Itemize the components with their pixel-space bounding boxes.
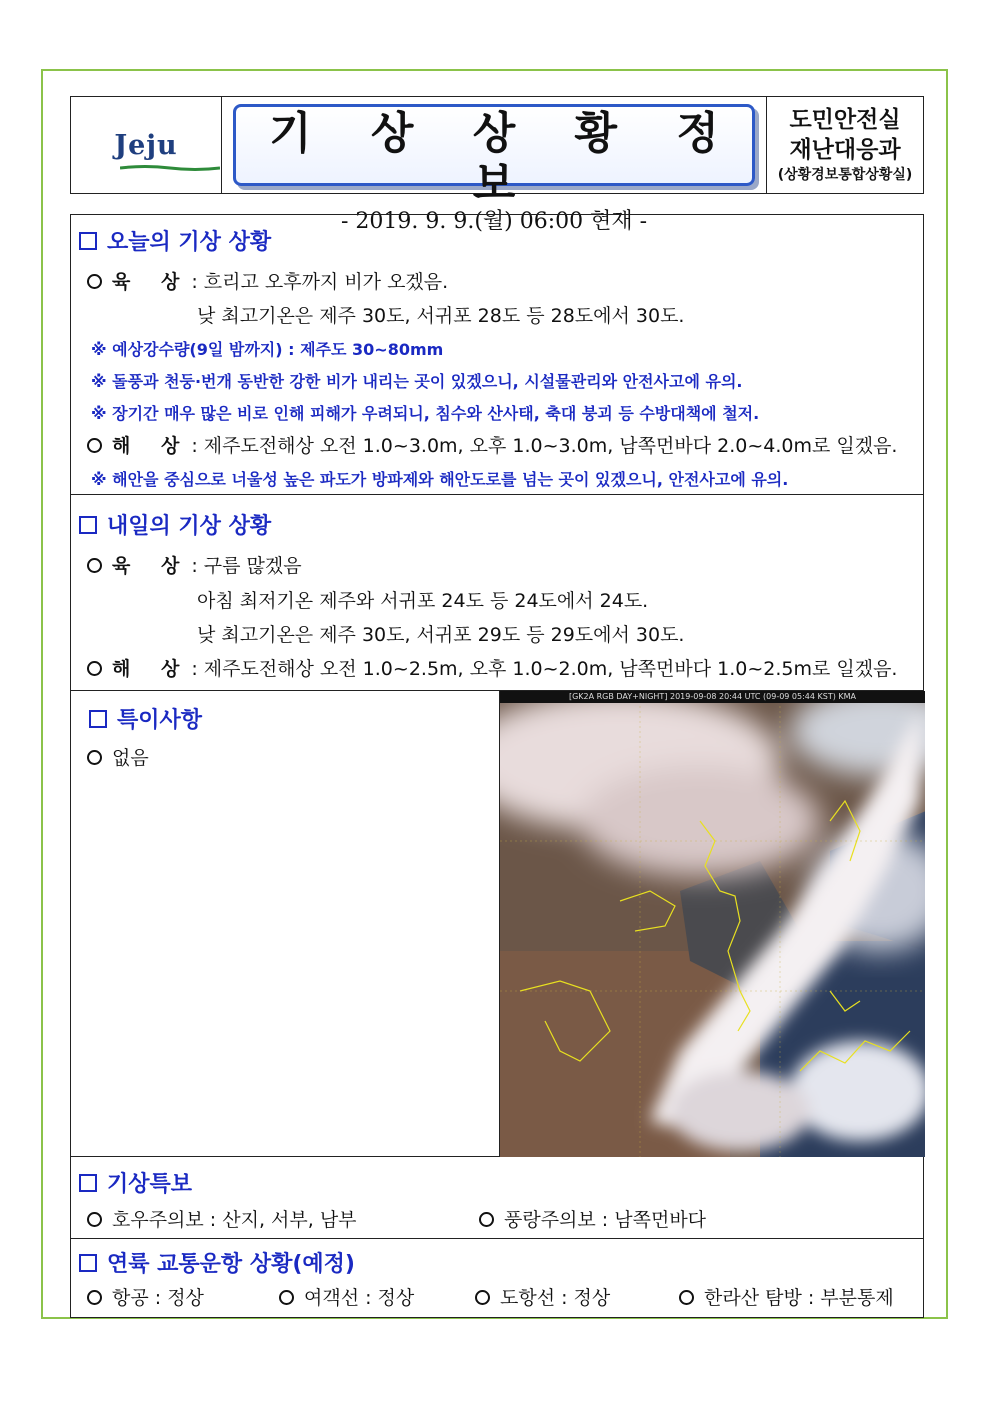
today-sea-text: : 제주도전해상 오전 1.0~3.0m, 오후 1.0~3.0m, 남쪽먼바다 2.0~4.0m로 일겠음. — [191, 435, 898, 457]
transport-island-ferry — [475, 1283, 610, 1310]
circle-bullet-icon — [87, 274, 102, 289]
checkbox-square-icon — [79, 1174, 97, 1192]
circle-bullet-icon — [679, 1290, 694, 1305]
transport-ferry — [279, 1283, 414, 1310]
page-title: 기 상 상 황 정 보 — [269, 108, 741, 209]
transport-air — [87, 1283, 204, 1310]
today-land-text: : 흐리고 오후까지 비가 오겠음. — [191, 271, 449, 293]
tomorrow-sea-line — [87, 654, 897, 681]
satellite-image — [499, 691, 925, 1157]
section-title-text: 오늘의 기상 상황 — [107, 230, 272, 255]
today-land-line — [87, 267, 448, 294]
dept-line2: 재난대응과 — [789, 137, 901, 163]
today-note-waves: ※ 해안을 중심으로 너울성 높은 파도가 방파제와 해안도로를 넘는 곳이 있겠으니, 안전사고에 유의. — [91, 470, 789, 489]
today-note-flood: ※ 장기간 매우 많은 비로 인해 피해가 우려되니, 침수와 산사태, 축대 붕괴 등 수방대책에 철저. — [91, 404, 760, 423]
section-transport — [71, 1239, 923, 1319]
section-today — [71, 215, 923, 495]
section-title-today — [79, 225, 271, 256]
main-content — [70, 214, 924, 1318]
circle-bullet-icon — [87, 1290, 102, 1305]
dept-line1: 도민안전실 — [789, 107, 901, 133]
jeju-logo — [114, 130, 177, 161]
title-cell — [222, 97, 767, 234]
section-title-text: 특이사항 — [117, 708, 203, 733]
section-title-text: 내일의 기상 상황 — [107, 514, 272, 539]
circle-bullet-icon — [475, 1290, 490, 1305]
transport-ferry-text: 여객선 : 정상 — [304, 1287, 415, 1309]
circle-bullet-icon — [87, 661, 102, 676]
transport-hallasan — [679, 1283, 894, 1310]
checkbox-square-icon — [79, 232, 97, 250]
logo-cell — [71, 97, 222, 193]
circle-bullet-icon — [87, 1212, 102, 1227]
section-tomorrow — [71, 495, 923, 691]
section-warnings — [71, 1157, 923, 1239]
special-item — [87, 743, 149, 770]
checkbox-square-icon — [89, 710, 107, 728]
land-label: 육 상 — [112, 555, 192, 577]
section-title-text: 연륙 교통운항 상황(예정) — [107, 1252, 355, 1277]
sea-label: 해 상 — [112, 658, 192, 680]
transport-island-ferry-text: 도항선 : 정상 — [500, 1287, 611, 1309]
checkbox-square-icon — [79, 516, 97, 534]
tomorrow-land-max: 낮 최고기온은 제주 30도, 서귀포 29도 등 29도에서 30도. — [197, 624, 685, 646]
logo-text: Jeju — [114, 129, 178, 161]
today-sea-line — [87, 431, 897, 458]
dept-line3: (상황경보통합상황실) — [777, 167, 913, 183]
land-label: 육 상 — [112, 271, 192, 293]
sea-label: 해 상 — [112, 435, 192, 457]
warning-wind-wave — [479, 1205, 706, 1232]
satellite-caption: [GK2A RGB DAY+NIGHT] 2019-09-08 20:44 UTC (09-09 05:44 KST) KMA — [500, 691, 925, 703]
circle-bullet-icon — [87, 558, 102, 573]
circle-bullet-icon — [87, 750, 102, 765]
checkbox-square-icon — [79, 1254, 97, 1272]
warning-wind-wave-text: 풍랑주의보 : 남쪽먼바다 — [504, 1209, 707, 1231]
circle-bullet-icon — [479, 1212, 494, 1227]
section-title-transport — [79, 1247, 355, 1278]
warning-heavy-rain-text: 호우주의보 : 산지, 서부, 남부 — [112, 1209, 357, 1231]
today-land-temp: 낮 최고기온은 제주 30도, 서귀포 28도 등 28도에서 30도. — [197, 305, 685, 327]
tomorrow-land-text: : 구름 많겠음 — [191, 555, 302, 577]
page-date: - 2019. 9. 9.(월) 06:00 현재 - — [340, 209, 648, 234]
circle-bullet-icon — [87, 438, 102, 453]
tomorrow-land-min: 아침 최저기온 제주와 서귀포 24도 등 24도에서 24도. — [197, 590, 649, 612]
logo-wave-icon — [120, 165, 220, 171]
section-title-tomorrow — [79, 509, 271, 540]
special-item-text: 없음 — [112, 747, 149, 769]
circle-bullet-icon — [279, 1290, 294, 1305]
warning-heavy-rain — [87, 1205, 357, 1232]
department-cell — [767, 97, 923, 193]
today-note-gust: ※ 돌풍과 천둥·번개 동반한 강한 비가 내리는 곳이 있겠으니, 시설물관리와 안전사고에 유의. — [91, 372, 743, 391]
satellite-map-icon — [500, 691, 925, 1157]
today-note-rainfall: ※ 예상강수량(9일 밤까지) : 제주도 30~80mm — [91, 340, 444, 359]
section-title-warnings — [79, 1167, 192, 1198]
tomorrow-land-line — [87, 551, 302, 578]
section-title-text: 기상특보 — [107, 1172, 193, 1197]
tomorrow-sea-text: : 제주도전해상 오전 1.0~2.5m, 오후 1.0~2.0m, 남쪽먼바다 1.0~2.5m로 일겠음. — [191, 658, 898, 680]
section-title-special — [89, 703, 202, 734]
title-box — [233, 104, 755, 234]
transport-air-text: 항공 : 정상 — [112, 1287, 204, 1309]
transport-hallasan-text: 한라산 탐방 : 부분통제 — [704, 1287, 894, 1309]
header — [70, 96, 924, 234]
